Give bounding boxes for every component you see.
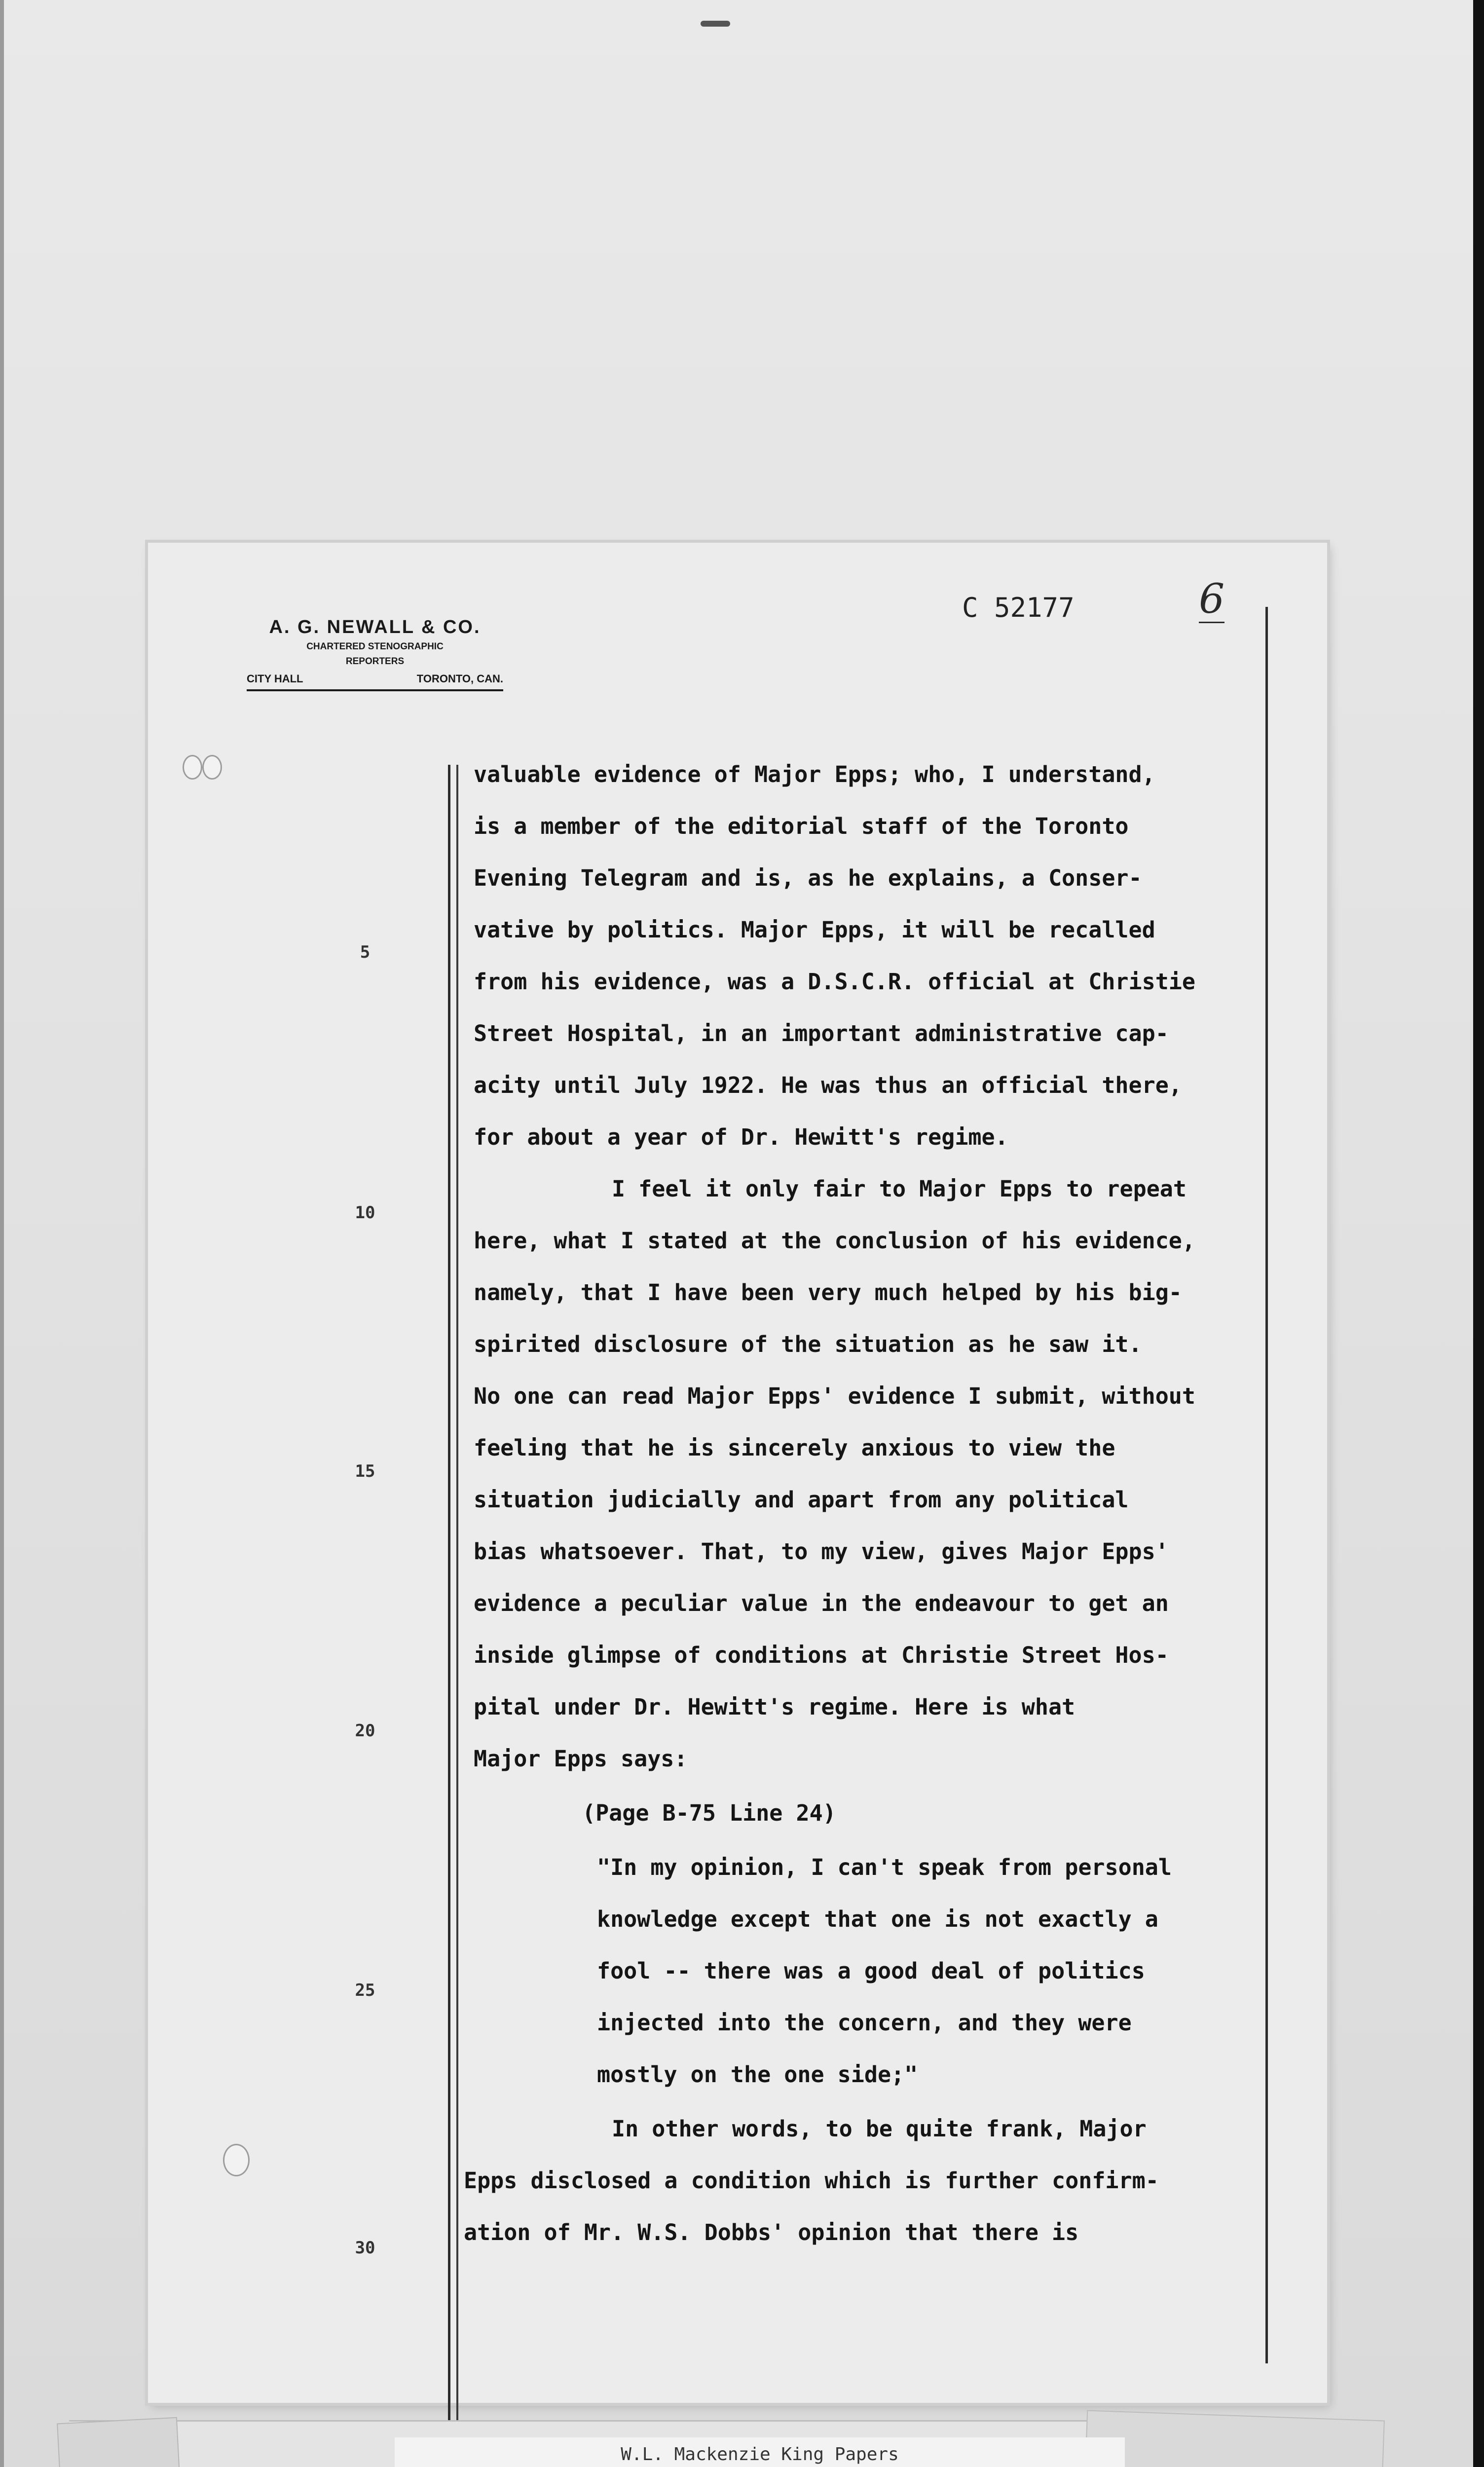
transcript-line: is a member of the editorial staff of the Toronto xyxy=(474,813,1129,839)
transcript-line: Street Hospital, in an important administrative cap- xyxy=(474,1020,1169,1047)
transcript-line: vative by politics. Major Epps, it will be recalled xyxy=(474,917,1155,943)
transcript-line: spirited disclosure of the situation as he saw it. xyxy=(474,1331,1142,1357)
transcript-line: Evening Telegram and is, as he explains, a Conser- xyxy=(474,865,1142,891)
transcript-line: feeling that he is sincerely anxious to view the xyxy=(474,1435,1115,1461)
transcript-line: for about a year of Dr. Hewitt's regime. xyxy=(474,1124,1008,1150)
transcript-line: namely, that I have been very much helped by his big- xyxy=(474,1279,1182,1306)
quoted-line: injected into the concern, and they were xyxy=(597,2010,1132,2036)
letterhead-firm: A. G. NEWALL & CO. xyxy=(269,617,481,637)
transcript-line: In other words, to be quite frank, Major xyxy=(612,2116,1147,2142)
quoted-line: mostly on the one side;" xyxy=(597,2061,918,2088)
line-number: 5 xyxy=(360,942,371,962)
transcript-line: here, what I stated at the conclusion of his evidence, xyxy=(474,1228,1195,1254)
line-number: 15 xyxy=(355,1461,375,1481)
punch-hole xyxy=(202,755,222,780)
transcript-page xyxy=(148,543,1327,2403)
letterhead-address-right: TORONTO, CAN. xyxy=(416,673,503,685)
line-number: 25 xyxy=(355,1981,375,2000)
transcript-line: bias whatsoever. That, to my view, gives Major Epps' xyxy=(474,1538,1169,1565)
transcript-line: pital under Dr. Hewitt's regime. Here is what xyxy=(474,1694,1076,1720)
right-margin-rule xyxy=(1265,607,1268,2363)
document-number: C 52177 xyxy=(962,592,1075,623)
transcript-line: acity until July 1922. He was thus an official there, xyxy=(474,1072,1182,1098)
transcript-line: ation of Mr. W.S. Dobbs' opinion that there is xyxy=(464,2219,1079,2245)
transcript-line: I feel it only fair to Major Epps to repeat xyxy=(612,1176,1187,1202)
transcript-line: inside glimpse of conditions at Christie Street Hos- xyxy=(474,1642,1169,1668)
transcript-line: evidence a peculiar value in the endeavour to get an xyxy=(474,1590,1169,1616)
left-margin-rule xyxy=(448,765,450,2423)
punch-hole xyxy=(223,2144,250,2176)
collection-label xyxy=(395,2437,1125,2467)
film-edge-right xyxy=(1473,0,1484,2467)
line-number: 10 xyxy=(355,1203,375,1223)
tape-piece-right xyxy=(1084,2410,1385,2467)
letterhead-subtitle-2: REPORTERS xyxy=(345,656,405,667)
transcript-line: Major Epps says: xyxy=(474,1746,688,1772)
citation-line: (Page B-75 Line 24) xyxy=(582,1800,836,1826)
transcript-line: from his evidence, was a D.S.C.R. official at Christie xyxy=(474,969,1195,995)
punch-hole xyxy=(183,755,202,780)
transcript-line: situation judicially and apart from any political xyxy=(474,1487,1129,1513)
film-top-mark xyxy=(701,21,730,27)
transcript-line: valuable evidence of Major Epps; who, I understand, xyxy=(474,761,1155,787)
letterhead-address xyxy=(247,673,503,691)
letterhead xyxy=(247,617,503,691)
letterhead-subtitle-1: CHARTERED STENOGRAPHIC xyxy=(306,641,444,652)
tape-piece-left xyxy=(57,2417,182,2467)
transcript-line: Epps disclosed a condition which is further confirm- xyxy=(464,2168,1159,2194)
line-number: 20 xyxy=(355,1721,375,1741)
line-number: 30 xyxy=(355,2238,375,2258)
page-number: 6 xyxy=(1199,576,1225,623)
film-edge-left xyxy=(0,0,4,2467)
transcript-line: No one can read Major Epps' evidence I submit, without xyxy=(474,1383,1195,1409)
quoted-line: "In my opinion, I can't speak from personal xyxy=(597,1854,1172,1880)
quoted-line: fool -- there was a good deal of politics xyxy=(597,1958,1145,1984)
left-margin-rule-inner xyxy=(456,765,458,2423)
letterhead-address-left: CITY HALL xyxy=(247,673,303,685)
quoted-line: knowledge except that one is not exactly a xyxy=(597,1906,1158,1932)
collection-label-line-1: W.L. Mackenzie King Papers xyxy=(621,2444,899,2465)
